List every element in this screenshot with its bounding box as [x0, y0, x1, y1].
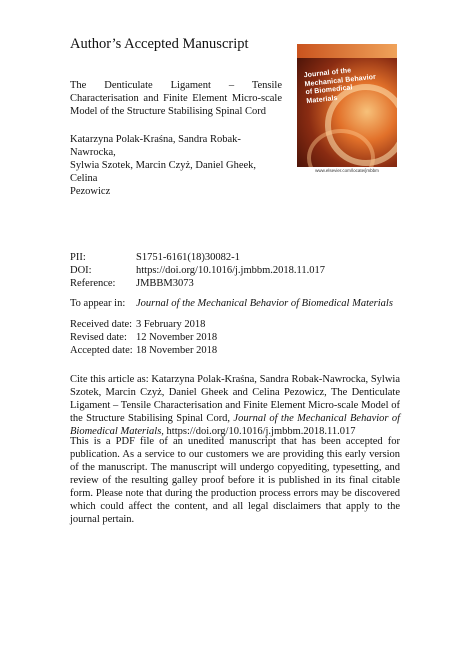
title-line-2: Characterisation and Finite Element Micro-scale [70, 93, 282, 104]
revised-row [70, 331, 217, 344]
pii-label: PII: [70, 252, 86, 263]
pii-row [70, 251, 240, 264]
accepted-row [70, 344, 217, 357]
reference-value: JMBBM3073 [136, 278, 194, 289]
title-line-1: The Denticulate Ligament – Tensile [70, 80, 282, 91]
cover-url: www.elsevier.com/locate/jmbbm [315, 168, 379, 173]
disclaimer-paragraph: This is a PDF file of an unedited manuscript that has been accepted for publication. As a service to our customers we are providing this early version of the manuscript. The manuscript will undergo copyediting, typesetting, and review of the resulting galley proof before it is published in its final citable form. Please note that during the production process errors may be discovered which could affect the content, and all legal disclaimers that apply to the journal pertain. [70, 436, 400, 525]
appear-label: To appear in: [70, 298, 126, 309]
citation-journal: Journal of the Mechanical Behavior of Biomedical Materials, [70, 413, 400, 437]
cover-band [297, 44, 397, 58]
article-title [70, 79, 282, 118]
doi-value: https://doi.org/10.1016/j.jmbbm.2018.11.017 [136, 265, 326, 276]
accepted-label: Accepted date: [70, 345, 133, 356]
citation-text: Cite this article as: Katarzyna Polak-Kraśna, Sandra Robak-Nawrocka, Sylwia Szotek, Marcin Czyż, Daniel Gheek and Celina Pezowicz, The Denticulate Ligament – Tensile Characterisation and Finite Element Micro-scale Model of the Structure Stabilising Spinal Cord, [70, 374, 400, 424]
doi-row [70, 264, 325, 277]
cover-journal-title: Journal of the Mechanical Behavior of Biomedical Materials [303, 67, 377, 105]
reference-label: Reference: [70, 278, 116, 289]
journal-cover-image [297, 44, 397, 167]
pii-value: S1751-6161(18)30082-1 [136, 252, 240, 263]
revised-date: 12 November 2018 [136, 332, 218, 343]
appear-journal: Journal of the Mechanical Behavior of Biomedical Materials [136, 298, 393, 309]
authors-line-2: Sylwia Szotek, Marcin Czyż, Daniel Gheek, Celina [70, 160, 257, 184]
appear-row [70, 297, 393, 310]
accepted-date: 18 November 2018 [136, 345, 218, 356]
author-list [70, 133, 282, 198]
authors-line-1: Katarzyna Polak-Kraśna, Sandra Robak-Nawrocka, [70, 134, 241, 158]
manuscript-heading: Author’s Accepted Manuscript [70, 36, 249, 52]
doi-label: DOI: [70, 265, 92, 276]
citation-doi: https://doi.org/10.1016/j.jmbbm.2018.11.017 [163, 426, 356, 437]
received-label: Received date: [70, 319, 133, 330]
received-row [70, 318, 205, 331]
authors-line-3: Pezowicz [70, 186, 111, 197]
received-date: 3 February 2018 [136, 319, 206, 330]
revised-label: Revised date: [70, 332, 127, 343]
citation-paragraph [70, 373, 400, 438]
title-line-3: Model of the Structure Stabilising Spinal Cord [70, 106, 266, 117]
reference-row [70, 277, 194, 290]
